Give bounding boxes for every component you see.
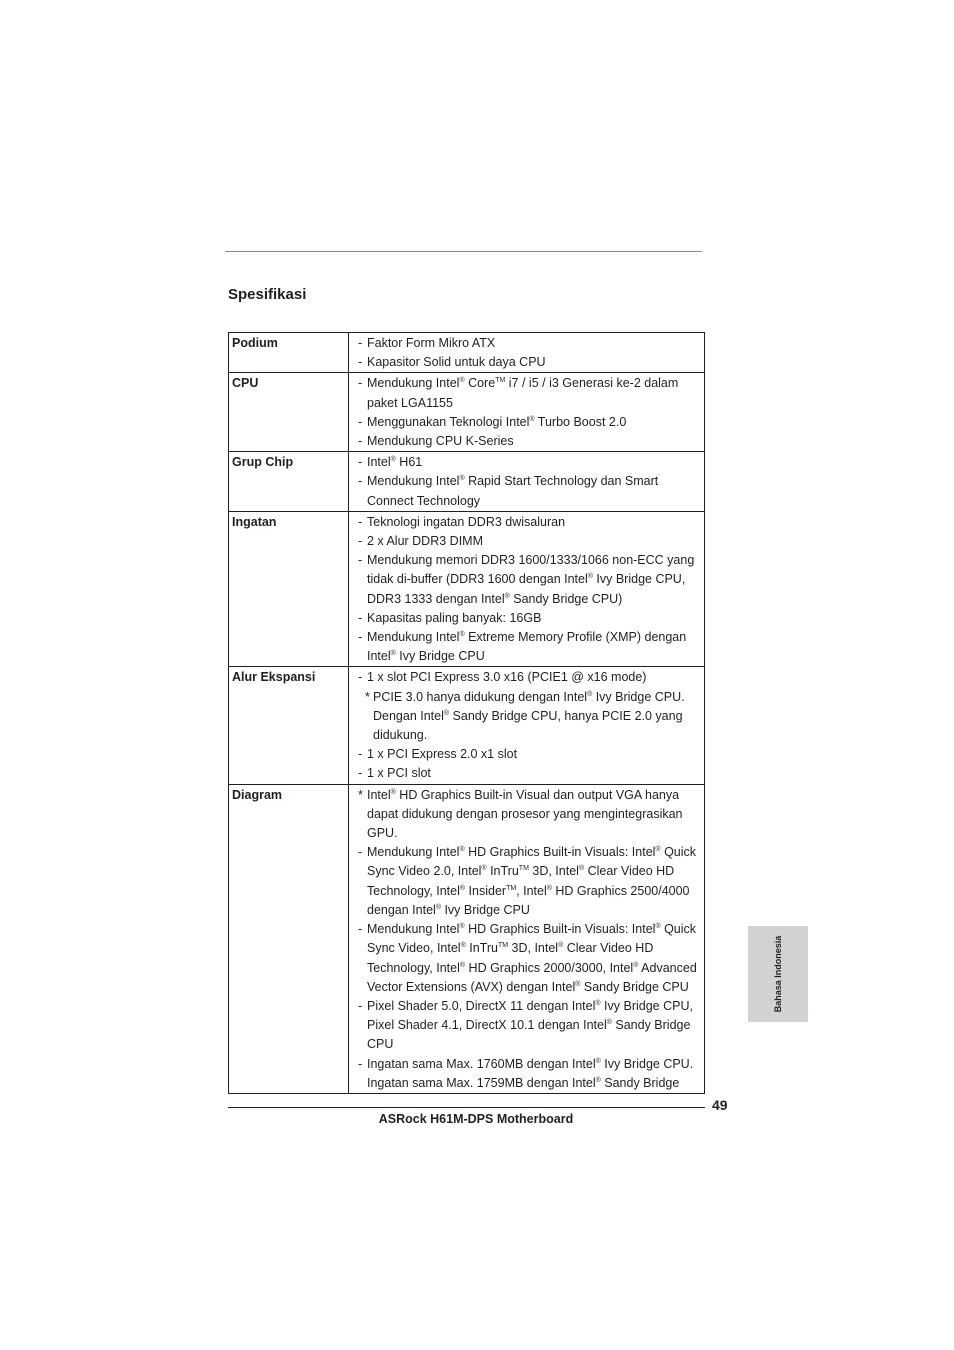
spec-value bbox=[349, 333, 705, 373]
spec-item-text: 1 x slot PCI Express 3.0 x16 (PCIE1 @ x16 mode) bbox=[367, 670, 647, 685]
spec-item-text: PCIE 3.0 hanya didukung dengan Intel® Ivy Bridge CPU. Dengan Intel® Sandy Bridge CPU, hanya PCIE 2.0 yang didukung. bbox=[373, 689, 685, 743]
spec-item-marker: - bbox=[358, 455, 363, 470]
spec-item bbox=[358, 472, 702, 510]
spec-label: Diagram bbox=[229, 784, 349, 1093]
spec-item-text: Mendukung Intel® HD Graphics Built-in Visuals: Intel® Quick Sync Video, Intel® InTru™ 3D, Intel® Clear Video HD Technology, Intel® HD Graphics 2000/3000, Intel® Advanced Vector Extensions (AVX) dengan Intel® Sandy Bridge CPU bbox=[367, 922, 697, 994]
spec-item-marker: - bbox=[358, 355, 363, 370]
spec-item-text: 2 x Alur DDR3 DIMM bbox=[367, 534, 483, 549]
top-divider bbox=[225, 251, 702, 252]
spec-label: Podium bbox=[229, 333, 349, 373]
spec-item bbox=[358, 374, 702, 412]
spec-item bbox=[358, 688, 702, 746]
spec-item-text: Mendukung memori DDR3 1600/1333/1066 non-ECC yang tidak di-buffer (DDR3 1600 dengan Intel® Ivy Bridge CPU, DDR3 1333 dengan Intel® Sandy Bridge CPU) bbox=[367, 553, 695, 606]
spec-item bbox=[358, 843, 702, 920]
spec-row bbox=[229, 511, 705, 667]
spec-row bbox=[229, 333, 705, 373]
spec-item bbox=[358, 628, 702, 666]
spec-item bbox=[358, 764, 702, 783]
spec-item-marker: - bbox=[358, 998, 363, 1013]
spec-item bbox=[358, 997, 702, 1055]
spec-item-marker: - bbox=[358, 336, 363, 350]
spec-item-marker: - bbox=[358, 747, 363, 762]
spec-item bbox=[358, 609, 702, 628]
spec-item-marker: - bbox=[358, 845, 363, 860]
spec-item-marker: - bbox=[358, 610, 363, 625]
spec-item-text: Teknologi ingatan DDR3 dwisaluran bbox=[367, 514, 566, 529]
spec-item-marker: - bbox=[358, 474, 363, 489]
language-side-tab-label: Bahasa Indonesia bbox=[773, 935, 783, 1013]
spec-value bbox=[349, 667, 705, 784]
spec-item bbox=[358, 745, 702, 764]
spec-item bbox=[358, 920, 702, 997]
spec-item-text: Ingatan sama Max. 1760MB dengan Intel® Ivy Bridge CPU. Ingatan sama Max. 1759MB dengan Intel® Sandy Bridge bbox=[367, 1056, 694, 1090]
spec-item-text: Intel® HD Graphics Built-in Visual dan output VGA hanya dapat didukung dengan prosesor yang mengintegrasikan GPU. bbox=[367, 787, 683, 841]
spec-item-text: Mendukung Intel® Core™ i7 / i5 / i3 Generasi ke-2 dalam paket LGA1155 bbox=[367, 376, 679, 410]
spec-item bbox=[358, 413, 702, 432]
spec-item bbox=[358, 786, 702, 844]
spec-value bbox=[349, 373, 705, 452]
spec-item-marker: - bbox=[358, 922, 363, 937]
spec-item bbox=[358, 432, 702, 451]
spec-item-text: Mendukung Intel® Rapid Start Technology dan Smart Connect Technology bbox=[367, 474, 659, 508]
spec-item-marker: - bbox=[358, 376, 363, 391]
spec-value bbox=[349, 511, 705, 667]
spec-label: Alur Ekspansi bbox=[229, 667, 349, 784]
spec-item-list bbox=[358, 786, 702, 1093]
spec-row bbox=[229, 667, 705, 784]
spec-item-list bbox=[358, 334, 702, 372]
spec-row bbox=[229, 784, 705, 1093]
spec-table-body bbox=[229, 333, 705, 1094]
spec-item bbox=[358, 668, 702, 687]
spec-item-text: Intel® H61 bbox=[367, 455, 423, 470]
spec-item-list bbox=[358, 668, 702, 783]
spec-item-text: Pixel Shader 5.0, DirectX 11 dengan Intel® Ivy Bridge CPU, Pixel Shader 4.1, DirectX 10.1 dengan Intel® Sandy Bridge CPU bbox=[367, 998, 693, 1052]
spec-item bbox=[358, 532, 702, 551]
spec-item-text: 1 x PCI slot bbox=[367, 766, 431, 781]
spec-row bbox=[229, 452, 705, 512]
spec-item bbox=[358, 453, 702, 472]
spec-table bbox=[228, 332, 705, 1094]
spec-value bbox=[349, 784, 705, 1093]
spec-item-text: Kapasitas paling banyak: 16GB bbox=[367, 610, 542, 625]
spec-item-text: Mendukung Intel® HD Graphics Built-in Visuals: Intel® Quick Sync Video 2.0, Intel® InTru™ 3D, Intel® Clear Video HD Technology, Intel® Insider™, Intel® HD Graphics 2500/4000 dengan Intel® Ivy Bridge CPU bbox=[367, 845, 697, 917]
spec-item-text: Faktor Form Mikro ATX bbox=[367, 336, 496, 350]
footer-product-name: ASRock H61M-DPS Motherboard bbox=[378, 1112, 574, 1126]
spec-item bbox=[358, 353, 702, 372]
spec-label: Grup Chip bbox=[229, 452, 349, 512]
spec-item bbox=[358, 334, 702, 353]
section-title: Spesifikasi bbox=[228, 286, 307, 303]
spec-item-marker: - bbox=[358, 534, 363, 549]
spec-item bbox=[358, 1055, 702, 1093]
spec-item bbox=[358, 513, 702, 532]
spec-item bbox=[358, 551, 702, 609]
spec-item-marker: * bbox=[358, 787, 363, 802]
page-number: 49 bbox=[712, 1097, 728, 1113]
spec-item-text: Menggunakan Teknologi Intel® Turbo Boost 2.0 bbox=[367, 414, 627, 429]
spec-item-text: Mendukung CPU K-Series bbox=[367, 434, 514, 449]
spec-row bbox=[229, 373, 705, 452]
spec-item-marker: - bbox=[358, 553, 363, 568]
spec-item-text: Mendukung Intel® Extreme Memory Profile (XMP) dengan Intel® Ivy Bridge CPU bbox=[367, 630, 687, 664]
spec-item-marker: * bbox=[365, 689, 370, 704]
spec-label: Ingatan bbox=[229, 511, 349, 667]
spec-value bbox=[349, 452, 705, 512]
spec-item-marker: - bbox=[358, 1056, 363, 1071]
spec-item-text: Kapasitor Solid untuk daya CPU bbox=[367, 355, 546, 370]
spec-item-text: 1 x PCI Express 2.0 x1 slot bbox=[367, 747, 518, 762]
spec-item-marker: - bbox=[358, 670, 363, 685]
spec-item-list bbox=[358, 513, 702, 667]
spec-label: CPU bbox=[229, 373, 349, 452]
spec-item-list bbox=[358, 453, 702, 511]
spec-item-marker: - bbox=[358, 514, 363, 529]
spec-item-marker: - bbox=[358, 414, 363, 429]
spec-item-marker: - bbox=[358, 630, 363, 645]
spec-item-list bbox=[358, 374, 702, 451]
spec-item-marker: - bbox=[358, 766, 363, 781]
language-side-tab bbox=[748, 926, 808, 1022]
spec-item-marker: - bbox=[358, 434, 363, 449]
bottom-divider bbox=[228, 1107, 705, 1108]
